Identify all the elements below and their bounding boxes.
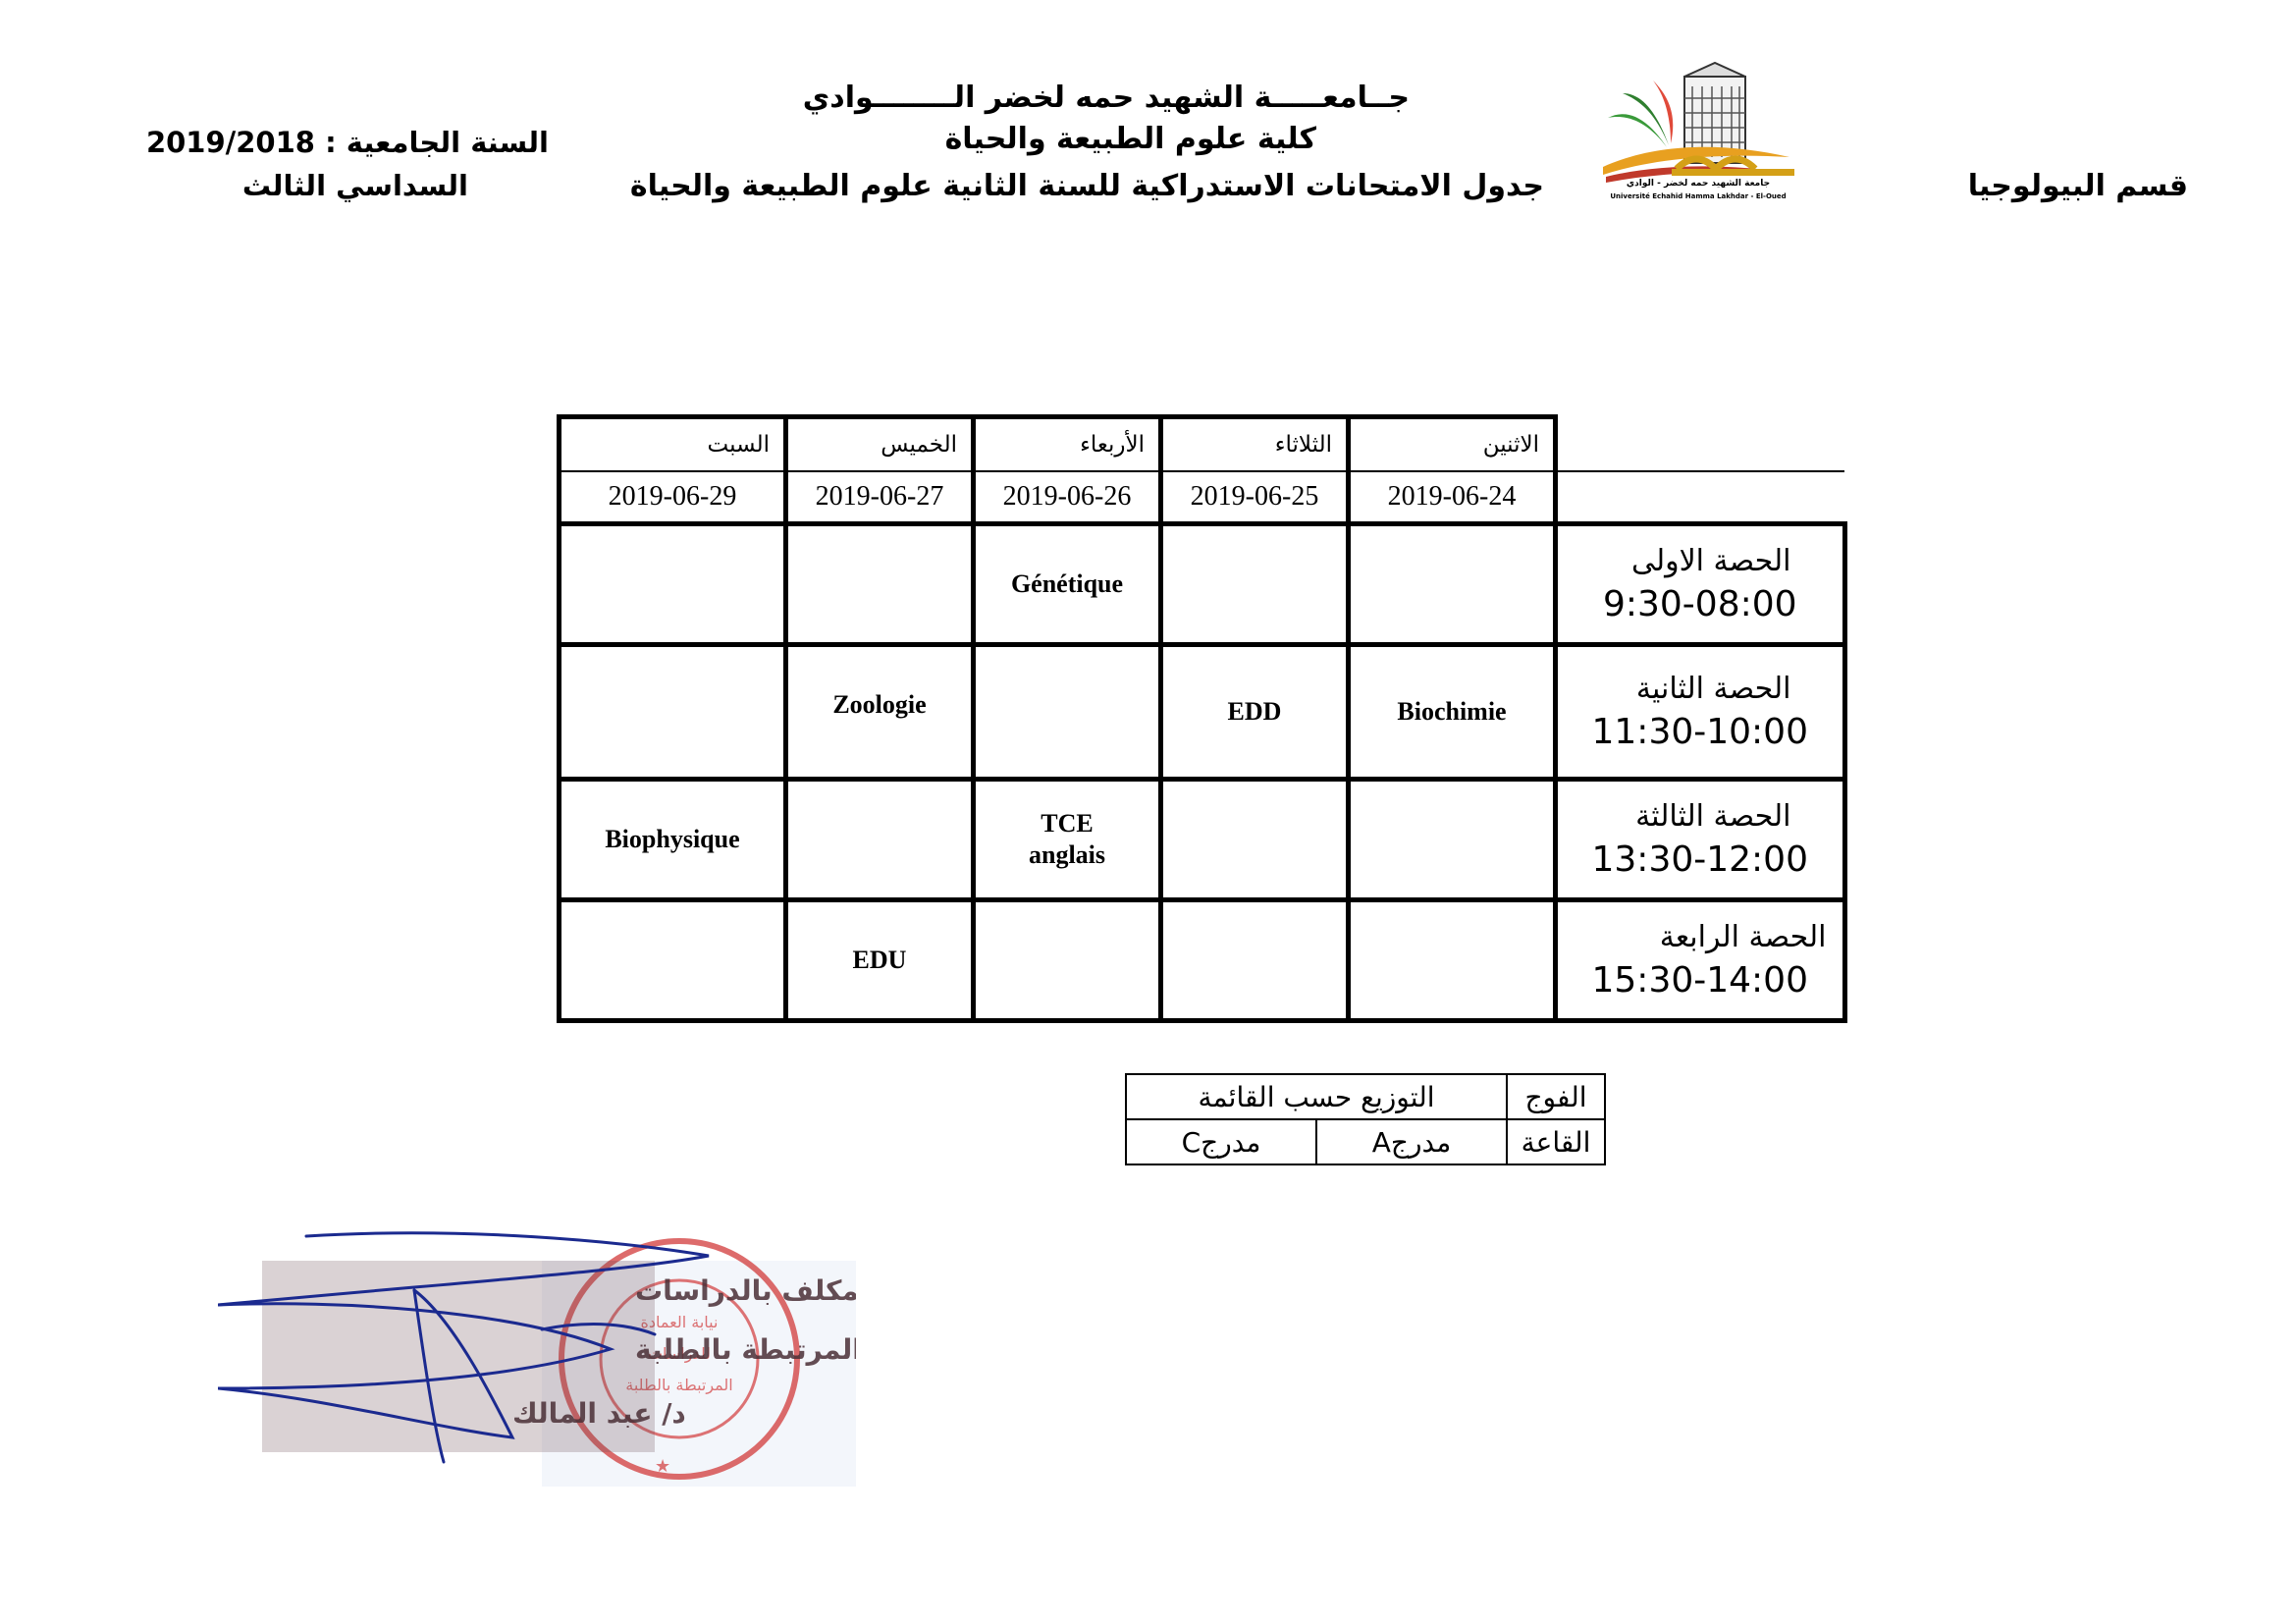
period-name: الحصة الرابعة (1659, 920, 1827, 954)
day-header-row (560, 417, 1845, 472)
period-name: الحصة الثانية (1635, 672, 1791, 706)
university-logo (1598, 59, 1794, 206)
date-header: 2019-06-27 (786, 471, 974, 524)
period-name: الحصة الثالثة (1635, 799, 1791, 834)
exam-cell (560, 900, 786, 1021)
table-row (560, 645, 1845, 780)
exam-cell: Biochimie (1349, 645, 1556, 780)
period-time: 13:30-12:00 (1591, 839, 1808, 880)
distribution-table (1125, 1073, 1606, 1165)
svg-text:للدراسات: للدراسات (647, 1344, 712, 1363)
exam-cell (1161, 524, 1349, 645)
table-row (560, 524, 1845, 645)
exam-cell (1161, 900, 1349, 1021)
university-name: جــامعـــــة الشهيد حمه لخضر الــــــــوادي (802, 81, 1410, 115)
table-row (1126, 1119, 1605, 1164)
group-value: التوزيع حسب القائمة (1126, 1074, 1507, 1119)
exam-cell: EDU (786, 900, 974, 1021)
room-value: مدرجA (1316, 1119, 1507, 1164)
exam-cell (1349, 780, 1556, 900)
day-header: الخميس (786, 417, 974, 472)
logo-caption: جامعة الشهيد حمه لخضر - الوادي (1626, 179, 1771, 189)
date-header: 2019-06-24 (1349, 471, 1556, 524)
exam-cell (560, 524, 786, 645)
period-cell (1556, 780, 1845, 900)
date-header-row (560, 471, 1845, 524)
period-cell (1556, 645, 1845, 780)
period-time: 11:30-10:00 (1591, 712, 1808, 752)
exam-cell (974, 645, 1161, 780)
logo-caption-fr: Université Echahid Hamma Lakhdar - El-Oued (1610, 192, 1787, 200)
exam-cell: EDD (1161, 645, 1349, 780)
room-value: مدرجC (1126, 1119, 1316, 1164)
day-header: الثلاثاء (1161, 417, 1349, 472)
room-label: القاعة (1507, 1119, 1605, 1164)
semester: السداسي الثالث (241, 169, 468, 202)
day-header: السبت (560, 417, 786, 472)
exam-cell (786, 524, 974, 645)
exam-cell (1161, 780, 1349, 900)
table-row (560, 900, 1845, 1021)
official-stamp (218, 1202, 856, 1487)
svg-text:★: ★ (655, 1456, 671, 1477)
faculty-name: كلية علوم الطبيعة والحياة (944, 122, 1316, 156)
exam-cell: Zoologie (786, 645, 974, 780)
table-row (1126, 1074, 1605, 1119)
exam-cell: Biophysique (560, 780, 786, 900)
period-cell (1556, 524, 1845, 645)
exam-cell (1349, 900, 1556, 1021)
date-header: 2019-06-29 (560, 471, 786, 524)
exam-cell (974, 900, 1161, 1021)
exam-cell (1349, 524, 1556, 645)
svg-text:نيابة العمادة: نيابة العمادة (640, 1313, 719, 1331)
stamp-line-2: المرتبطة بالطلبة (635, 1333, 856, 1366)
table-row (560, 780, 1845, 900)
group-label: الفوج (1507, 1074, 1605, 1119)
day-header: الاثنين (1349, 417, 1556, 472)
period-time: 9:30-08:00 (1602, 584, 1797, 624)
academic-year: السنة الجامعية : 2019/2018 (145, 126, 549, 159)
date-header: 2019-06-25 (1161, 471, 1349, 524)
stamp-line-3: د/ عبد المالك (512, 1397, 686, 1430)
department-name: قسم البيولوجيا (1967, 169, 2188, 203)
stamp-line-1: مكلف بالدراسات (635, 1274, 856, 1307)
exam-cell: TCE anglais (974, 780, 1161, 900)
svg-text:المرتبطة بالطلبة: المرتبطة بالطلبة (625, 1376, 733, 1394)
exam-cell (560, 645, 786, 780)
exam-schedule-table (557, 414, 1847, 1023)
period-name: الحصة الاولى (1630, 544, 1791, 578)
exam-cell: Génétique (974, 524, 1161, 645)
period-time: 15:30-14:00 (1591, 960, 1808, 1001)
day-header: الأربعاء (974, 417, 1161, 472)
exam-cell (786, 780, 974, 900)
schedule-title: جدول الامتحانات الاستدراكية للسنة الثانية علوم الطبيعة والحياة (629, 169, 1544, 203)
stamp-graphic (218, 1202, 856, 1487)
period-cell (1556, 900, 1845, 1021)
date-header: 2019-06-26 (974, 471, 1161, 524)
